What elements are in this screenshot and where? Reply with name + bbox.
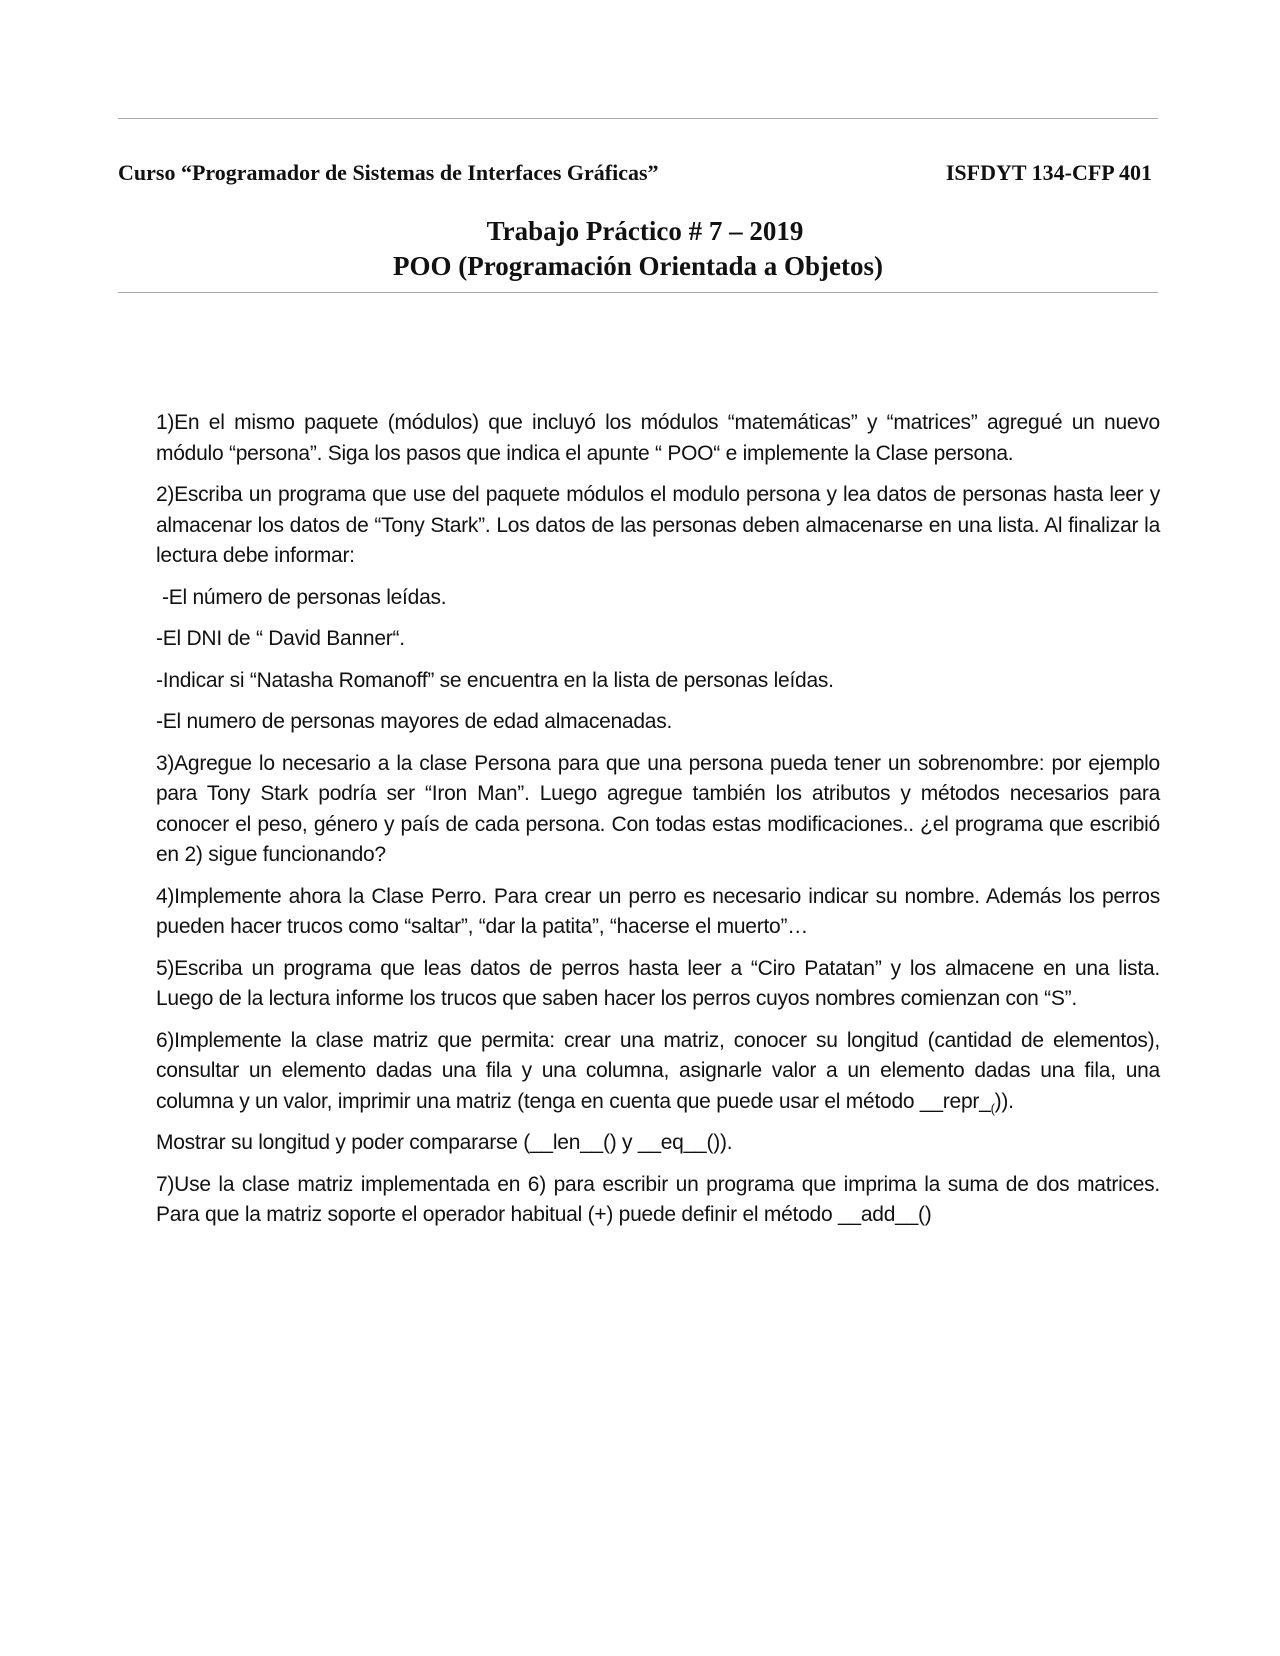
course-name: Curso “Programador de Sistemas de Interfaces Gráficas” xyxy=(118,160,659,185)
exercise-1: 1)En el mismo paquete (módulos) que incluyó los módulos “matemáticas” y “matrices” agregué un nuevo módulo “persona”. Siga los pasos que indica el apunte “ POO“ e implemente la Clase persona. xyxy=(156,411,1160,465)
exercise-5: 5)Escriba un programa que leas datos de perros hasta leer a “Ciro Patatan” y los almacene en una lista. Luego de la lectura informe los trucos que saben hacer los perros cuyos nombres comienzan con “S”. xyxy=(156,956,1160,1010)
title-line-1: Trabajo Práctico # 7 – 2019 xyxy=(486,216,804,246)
exercise-6-text: 6)Implemente la clase matriz que permita: crear una matriz, conocer su longitud (cantidad de elementos), consultar un elemento dadas una fila y una columna, asignarle valor a un elemento dadas una fila, una columna y un valor, imprimir una matriz (tenga en cuenta que puede usar el método __repr_ xyxy=(156,1028,1160,1113)
exercise-2-item-2: -El DNI de “ David Banner“. xyxy=(156,627,405,650)
exercise-list xyxy=(156,408,1160,1242)
exercise-6 xyxy=(156,1026,1160,1118)
top-divider xyxy=(118,118,1158,119)
exercise-6-end: )). xyxy=(994,1089,1014,1113)
title-line-2: POO (Programación Orientada a Objetos) xyxy=(393,251,883,281)
exercise-6-subscript: ( xyxy=(990,1100,995,1116)
document-header xyxy=(118,158,1158,188)
exercise-2-item-3: -Indicar si “Natasha Romanoff” se encuentra en la lista de personas leídas. xyxy=(156,668,834,692)
exercise-7: 7)Use la clase matriz implementada en 6) para escribir un programa que imprima la suma de dos matrices. Para que la matriz soporte el operador habitual (+) puede definir el método __add__() xyxy=(156,1172,1160,1226)
exercise-2-item-4: -El numero de personas mayores de edad almacenadas. xyxy=(156,710,673,733)
document-title xyxy=(118,214,1158,284)
title-divider xyxy=(118,292,1158,293)
institution-code: ISFDYT 134-CFP 401 xyxy=(945,160,1152,185)
exercise-3: 3)Agregue lo necesario a la clase Persona para que una persona pueda tener un sobrenombre: por ejemplo para Tony Stark podría ser “Iron Man”. Luego agregue también los atributos y métodos necesarios para conocer el peso, género y país de cada persona. Con todas estas modificaciones.. ¿el programa que escribió en 2) sigue funcionando? xyxy=(156,751,1160,866)
exercise-6-extra: Mostrar su longitud y poder compararse (__len__() y __eq__()). xyxy=(156,1131,733,1154)
exercise-2: 2)Escriba un programa que use del paquete módulos el modulo persona y lea datos de personas hasta leer y almacenar los datos de “Tony Stark”. Los datos de las personas deben almacenarse en una lista. Al finalizar la lectura debe informar: xyxy=(156,483,1160,567)
exercise-4: 4)Implemente ahora la Clase Perro. Para crear un perro es necesario indicar su nombre. Además los perros pueden hacer trucos como “saltar”, “dar la patita”, “hacerse el muerto”… xyxy=(156,884,1160,938)
exercise-2-item-1: -El número de personas leídas. xyxy=(162,585,447,609)
